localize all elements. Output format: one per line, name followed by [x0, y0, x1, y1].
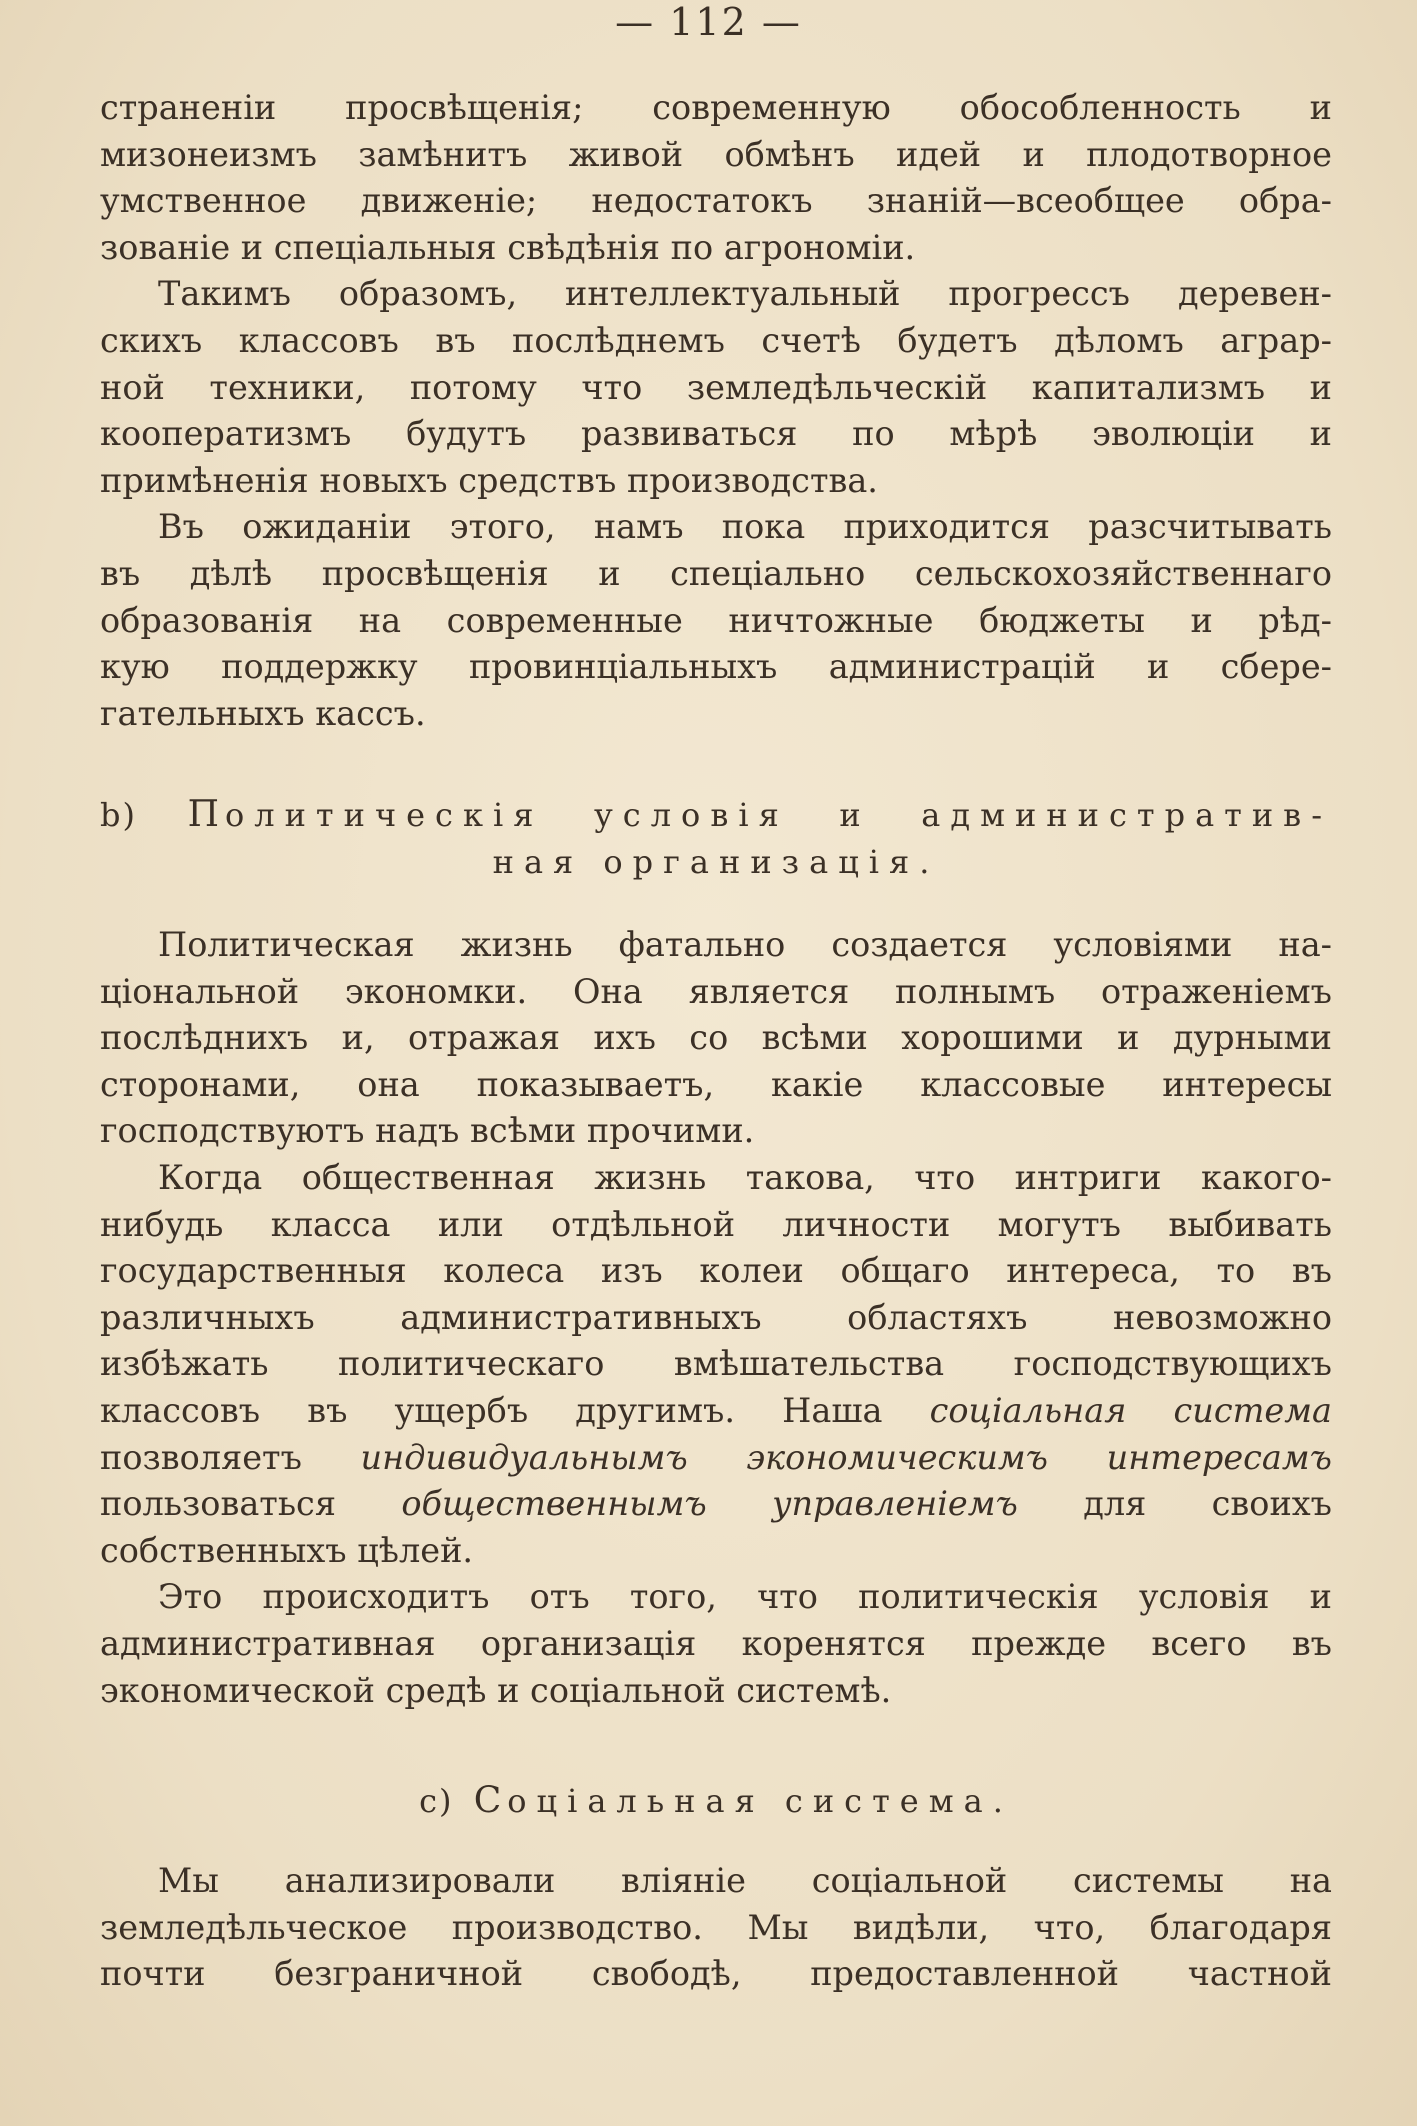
text-line: послѣднихъ и, отражая ихъ со всѣми хорошими и дурными	[100, 1018, 1332, 1058]
text-line: земледѣльческое производство. Мы видѣли, что, благодаря	[100, 1907, 1332, 1947]
text-block-2	[100, 922, 1332, 1714]
text-line: Политическая жизнь фатально создается условіями на-	[158, 925, 1332, 964]
text-line: Такимъ образомъ, интеллектуальный прогрессъ деревен-	[158, 274, 1332, 314]
text-line	[100, 1481, 1332, 1528]
text-line: примѣненія новыхъ средствъ производства.	[100, 460, 878, 500]
text-line: кооператизмъ будутъ развиваться по мѣрѣ эволюціи и	[100, 414, 1332, 454]
heading-line: ная организація.	[492, 842, 940, 881]
text-line	[100, 1388, 1332, 1435]
heading-letter: c)	[419, 1782, 454, 1820]
text-line: господствуютъ надъ всѣми прочими.	[100, 1111, 755, 1151]
text-line: ціональной экономки. Она является полнымъ отраженіемъ	[100, 971, 1332, 1011]
text-run: позволяетъ	[100, 1437, 361, 1477]
text-line: умственное движеніе; недостатокъ знаній—всеобщее обра-	[100, 181, 1332, 221]
text-line: гательныхъ кассъ.	[100, 693, 426, 733]
italic-phrase: индивидуальнымъ экономическимъ интересамъ	[360, 1437, 1332, 1477]
text-line: сторонами, она показываетъ, какіе классовые интересы	[100, 1064, 1332, 1104]
heading-text: оціальная система.	[507, 1782, 1013, 1820]
text-line: въ дѣлѣ просвѣщенія и спеціально сельскохозяйственнаго	[100, 553, 1332, 593]
heading-capital: П	[187, 794, 225, 835]
section-heading-c	[100, 1778, 1332, 1825]
text-line: кую поддержку провинціальныхъ администрацій и сбере-	[100, 647, 1332, 687]
page-number: — 112 —	[615, 0, 802, 44]
section-heading-b	[100, 792, 1332, 885]
text-line: административная организація коренятся прежде всего въ	[100, 1623, 1332, 1663]
text-line: Мы анализировали вліяніе соціальной системы на	[158, 1861, 1332, 1900]
text-line	[100, 1435, 1332, 1482]
italic-phrase: соціальная система	[929, 1390, 1332, 1430]
text-line: нибудь класса или отдѣльной личности могутъ выбивать	[100, 1204, 1332, 1244]
text-run: пользоваться	[100, 1484, 402, 1524]
text-line: различныхъ административныхъ областяхъ невозможно	[100, 1297, 1332, 1337]
text-line: мизонеизмъ замѣнитъ живой обмѣнъ идей и плодотворное	[100, 134, 1332, 174]
text-line: скихъ классовъ въ послѣднемъ счетѣ будетъ дѣломъ аграр-	[100, 320, 1332, 360]
text-line: зованіе и спеціальныя свѣдѣнія по агрономіи.	[100, 227, 916, 267]
text-line: Когда общественная жизнь такова, что интриги какого-	[158, 1157, 1332, 1197]
heading-capital: С	[473, 1780, 508, 1821]
text-line: страненіи просвѣщенія; современную обособленность и	[100, 88, 1332, 127]
text-run: классовъ въ ущербъ другимъ. Наша	[100, 1390, 930, 1430]
text-line: почти безграничной свободѣ, предоставленной частной	[100, 1954, 1332, 1994]
text-line: ной техники, потому что земледѣльческій капитализмъ и	[100, 367, 1332, 407]
heading-line	[100, 792, 1332, 839]
text-run: для своихъ	[1017, 1484, 1332, 1524]
heading-letter: b)	[100, 796, 137, 834]
text-line: Въ ожиданіи этого, намъ пока приходится разсчитывать	[158, 507, 1332, 547]
heading-line	[100, 1778, 1332, 1825]
text-block-4	[100, 1858, 1332, 1998]
text-line: государственныя колеса изъ колеи общаго интереса, то въ	[100, 1251, 1332, 1291]
text-line: экономической средѣ и соціальной системѣ.	[100, 1670, 892, 1710]
text-line: образованія на современные ничтожные бюджеты и рѣд-	[100, 600, 1332, 640]
text-line: собственныхъ цѣлей.	[100, 1530, 474, 1570]
text-line: Это происходитъ отъ того, что политическія условія и	[158, 1577, 1332, 1617]
italic-phrase: общественнымъ управленіемъ	[401, 1484, 1018, 1524]
heading-text: олитическія условія и административ-	[224, 796, 1332, 834]
text-line: избѣжать политическаго вмѣшательства господствующихъ	[100, 1344, 1332, 1384]
text-block-1	[100, 85, 1332, 737]
